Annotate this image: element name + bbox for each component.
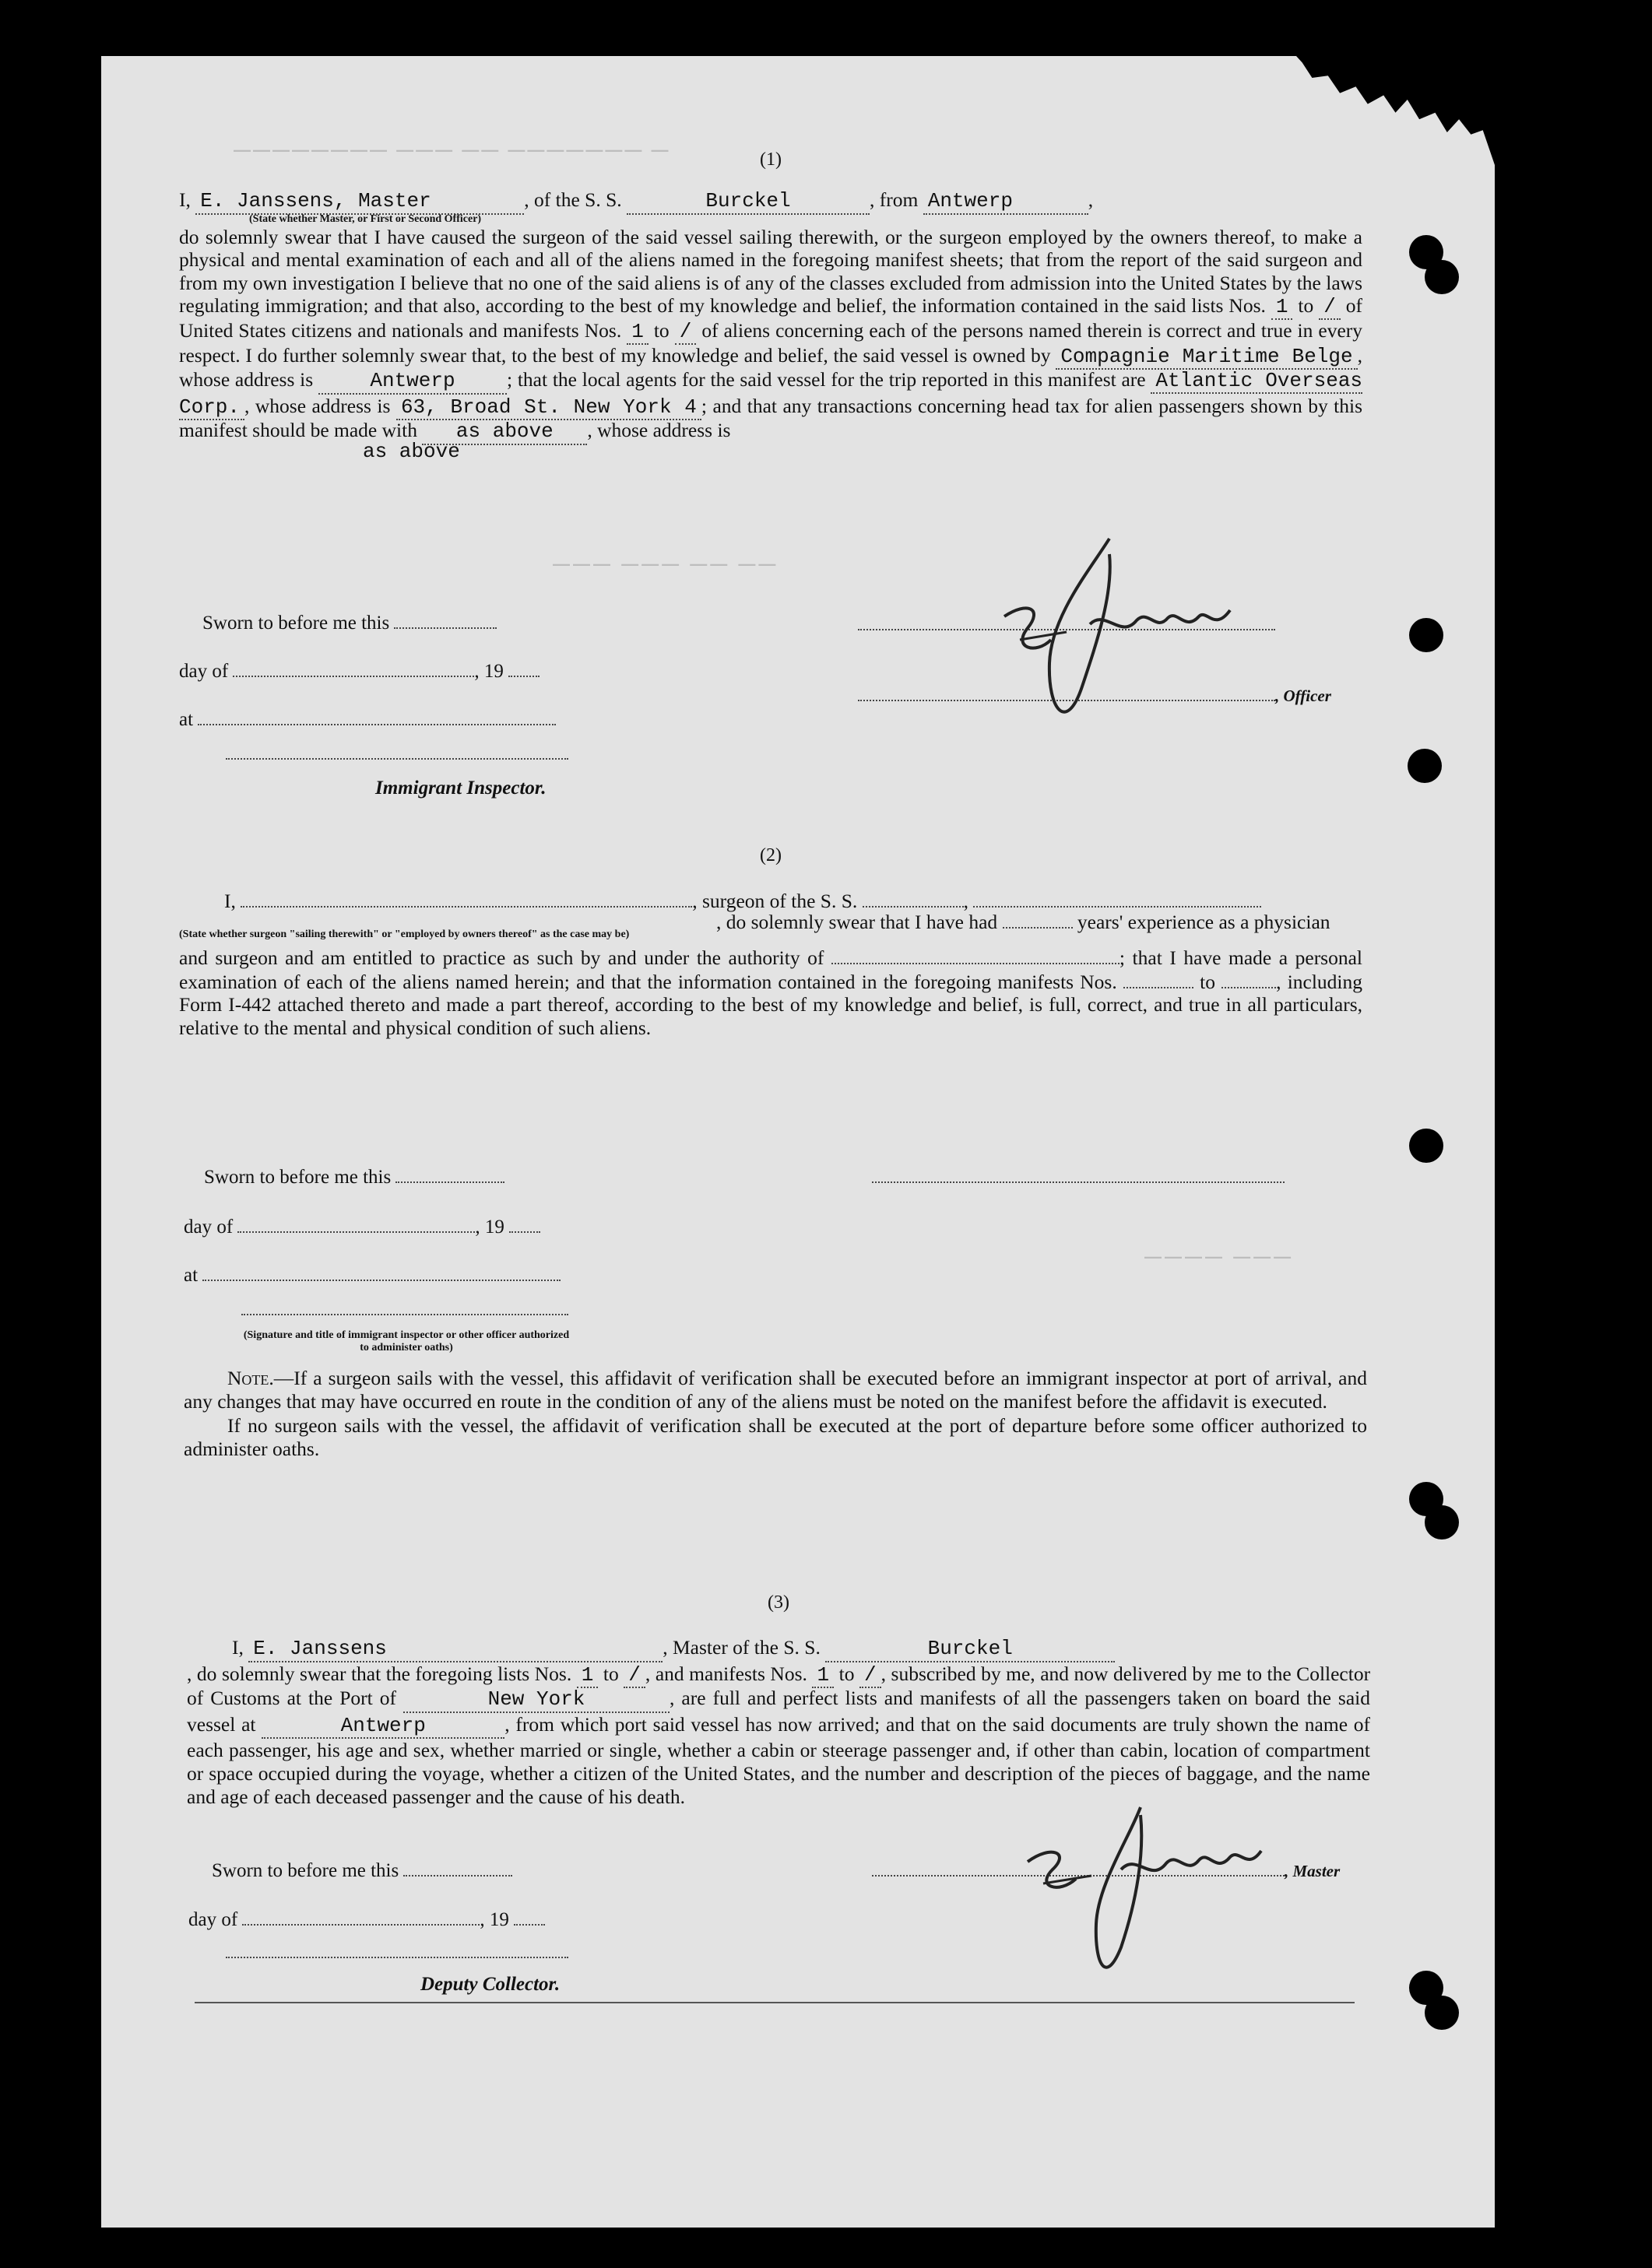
label-to: to — [1200, 970, 1215, 993]
port-from-field[interactable]: Antwerp — [923, 190, 1088, 215]
at-line-2 — [184, 1262, 561, 1287]
surgeon-signature-field[interactable] — [872, 1164, 1285, 1183]
tax-address-field[interactable]: as above — [363, 439, 460, 463]
note-block — [184, 1367, 1367, 1460]
label-year: , 19 — [480, 1909, 509, 1930]
label-year: , 19 — [474, 661, 504, 682]
master-name-field-3[interactable]: E. Janssens — [248, 1638, 663, 1662]
section-number: (1) — [760, 149, 782, 170]
binder-hole — [1425, 1505, 1459, 1540]
vessel-field[interactable]: Burckel — [627, 190, 870, 215]
master-line-3 — [187, 1636, 1370, 1662]
oath-text-1: do solemnly swear that I have caused the surgeon of the said vessel sailing therewith, or the surgeon employed by the owners thereof, to make a physical and mental examination of each and all of the aliens named in the foregoing manifest sheets; that from the report of the said surgeon and from my own investigation I believe that no one of the said aliens is of any of the classes excluded from admission into the United States by the laws regulating immigration; and that also, according to the best of my knowledge and belief, the information contained in the said lists Nos. — [179, 225, 1362, 318]
lists-to-field[interactable]: / — [1319, 295, 1341, 320]
binder-hole — [1408, 749, 1442, 783]
label-sworn: Sworn to before me this — [212, 1860, 399, 1881]
label-to: to — [1298, 294, 1314, 318]
label-day-of: day of — [188, 1909, 238, 1930]
surgeon-text-3: , including Form I-442 attached thereto and made a part thereof, according to the best of my knowledge and belief, is full, correct, and true in all particulars, relative to the mental and physical condition of such aliens. — [179, 970, 1363, 1039]
day-field-2[interactable] — [237, 1214, 475, 1233]
officer-sig-note: (Signature and title of immigrant inspector or other officer authorized to administer oaths) — [243, 1329, 570, 1353]
binder-hole — [1425, 260, 1459, 294]
manifest-to-field[interactable] — [1221, 970, 1276, 988]
year-field-3[interactable] — [514, 1907, 545, 1926]
surgeon-vessel-field[interactable] — [863, 889, 964, 908]
manifest-page — [101, 56, 1495, 2228]
lists-to-field-3[interactable]: / — [624, 1663, 645, 1688]
label-at: at — [179, 709, 194, 730]
manifests-to-field[interactable]: / — [675, 320, 697, 345]
oath-text-3: of aliens concerning each of the persons named therein is correct and true in every respect. I do further solemnly swear that, to the best of my knowledge and belief, the said vessel is owned by — [179, 318, 1363, 367]
label-surgeon-of: , surgeon of the S. S. — [692, 890, 858, 912]
oath-text-4: , whose address is — [179, 343, 1362, 391]
label-i: I, — [232, 1636, 244, 1659]
oath-paragraph — [179, 226, 1362, 445]
sworn-line-2 — [204, 1164, 504, 1188]
master-signature-3 — [1004, 1753, 1285, 1986]
note-label: Note. — [227, 1367, 274, 1389]
master-caption: , Master — [1285, 1862, 1341, 1880]
day-line-3 — [188, 1907, 545, 1931]
label-i: I, — [224, 890, 236, 912]
officer-signature-field-2[interactable] — [241, 1297, 568, 1315]
day-field[interactable] — [233, 658, 474, 677]
day-line-2 — [184, 1214, 540, 1238]
sworn-date-field-2[interactable] — [395, 1164, 504, 1183]
day-field-3[interactable] — [242, 1907, 480, 1926]
label-sworn: Sworn to before me this — [202, 613, 390, 634]
day-line-1 — [179, 658, 540, 683]
vessel-field-3[interactable]: Burckel — [825, 1638, 1115, 1662]
bottom-rule — [195, 2002, 1355, 2003]
oath-text-8: , whose address is — [587, 419, 731, 442]
manifests-to-field-3[interactable]: / — [859, 1663, 881, 1688]
inspector-signature-field[interactable] — [226, 741, 568, 760]
label-sworn: Sworn to before me this — [204, 1167, 392, 1188]
agents-field[interactable]: Atlantic Overseas Corp. — [179, 369, 1363, 419]
label-at: at — [184, 1265, 199, 1286]
surgeon-paragraph — [179, 946, 1362, 1039]
lists-from-field[interactable]: 1 — [1271, 295, 1293, 320]
label-swear: , do solemnly swear that I have had — [716, 910, 998, 933]
oath-text-5: ; that the local agents for the said vessel for the trip reported in this manifest are — [506, 368, 1146, 391]
sworn-line-3 — [212, 1858, 512, 1882]
oath3-text-0: , do solemnly swear that the foregoing lists Nos. — [187, 1662, 572, 1685]
label-years: years' experience as a physician — [1077, 910, 1330, 933]
label-of-ss: , of the S. S. — [524, 188, 622, 211]
collector-caption: Deputy Collector. — [420, 1974, 561, 1995]
bleed-through-mark: ———— ——— — [1144, 1247, 1295, 1266]
at-field-2[interactable] — [202, 1262, 561, 1281]
note-paragraph-2: If no surgeon sails with the vessel, the affidavit of verification shall be executed at the port of departure before some officer authorized to administer oaths. — [184, 1414, 1367, 1460]
years-field[interactable] — [1003, 910, 1073, 929]
sworn-date-field-3[interactable] — [403, 1858, 512, 1877]
master-name-field[interactable]: E. Janssens, Master — [195, 190, 524, 215]
sworn-date-field[interactable] — [394, 610, 497, 629]
officer-signature-line-2 — [241, 1297, 568, 1321]
label-year: , 19 — [475, 1217, 504, 1238]
surgeon-text-1: and surgeon and am entitled to practice as such by and under the authority of — [179, 946, 824, 970]
label-from: , from — [870, 188, 919, 211]
master-line: I, E. Janssens, Master , of the S. S. Burckel , from Antwerp , — [179, 188, 1362, 215]
label-i: I, — [179, 188, 191, 211]
owner-field[interactable]: Compagnie Maritime Belge — [1056, 345, 1357, 370]
agents-address-field[interactable]: 63, Broad St. New York 4 — [396, 395, 701, 420]
authority-field[interactable] — [831, 946, 1119, 964]
surgeon-sub-note: (State whether surgeon "sailing therewith" or "employed by owners thereof" as the case may be) — [179, 929, 630, 941]
master-sub-note: (State whether Master, or First or Second Officer) — [249, 212, 482, 225]
label-to: to — [603, 1662, 619, 1685]
at-field[interactable] — [198, 707, 556, 725]
sworn-sig-line-2 — [872, 1164, 1285, 1188]
label-comma: , — [963, 890, 969, 912]
label-to: to — [838, 1662, 855, 1685]
binder-hole — [1409, 618, 1443, 652]
oath-text-2: of United States citizens and nationals and manifests Nos. — [179, 294, 1363, 342]
manifests-from-field-3[interactable]: 1 — [812, 1663, 834, 1688]
year-field[interactable] — [508, 658, 540, 677]
collector-signature-field[interactable] — [226, 1940, 568, 1958]
oath-text-7: ; and that any transactions concerning head tax for alien passengers shown by this manifest should be made with — [179, 394, 1363, 442]
tax-with-field[interactable]: as above — [422, 420, 587, 445]
section-2 — [179, 844, 1362, 1040]
inspector-caption: Immigrant Inspector. — [375, 778, 547, 799]
surgeon-name-field[interactable] — [241, 889, 692, 908]
port-field-3[interactable]: New York — [403, 1688, 670, 1713]
bleed-through-mark: ———————— ——— —— ——————— — — [234, 140, 671, 160]
oath3-text-3: , are full and perfect lists and manifests of all the passengers taken on board the said vessel at — [187, 1687, 1371, 1736]
manifest-from-field[interactable] — [1123, 970, 1193, 988]
note-text: —If a surgeon sails with the vessel, this affidavit of verification shall be executed before an immigrant inspector at port of arrival, and any changes that may have occurred en route in the condition of any of the aliens must be noted on the manifest before the affidavit is executed. — [184, 1367, 1367, 1413]
label-master-of: , Master of the S. S. — [663, 1636, 821, 1659]
inspector-signature-line — [226, 741, 568, 765]
label-day-of: day of — [179, 661, 229, 682]
surgeon-status-field[interactable] — [973, 889, 1261, 908]
bleed-through-mark: ——— ——— —— —— — [553, 554, 779, 574]
section-number: (3) — [768, 1592, 789, 1613]
collector-signature-line — [226, 1940, 568, 1964]
sworn-line-1 — [202, 610, 497, 634]
section-number: (2) — [760, 845, 782, 865]
owner-address-field[interactable]: Antwerp — [318, 370, 507, 395]
year-field-2[interactable] — [509, 1214, 540, 1233]
lists-from-field-3[interactable]: 1 — [577, 1663, 599, 1688]
binder-hole — [1409, 1129, 1443, 1163]
manifests-from-field[interactable]: 1 — [627, 320, 648, 345]
oath3-text-1: , and manifests Nos. — [645, 1662, 807, 1685]
section-1 — [179, 148, 1362, 464]
oath-text-6: , whose address is — [244, 394, 391, 417]
officer-caption: , Officer — [1275, 686, 1331, 705]
label-to: to — [653, 318, 670, 342]
binder-hole — [1425, 1996, 1459, 2030]
oath3-text-4: , from which port said vessel has now arrived; and that on the said documents are truly shown the name of each passenger, his age and sex, whether married or single, whether a cabin or steerage passenger and, if other than cabin, location of compartment or space occupied during the voyage, whether a citizen of the United States, and the number and description of the pieces of baggage, and the name and age of each deceased passenger and the cause of his death. — [187, 1712, 1371, 1808]
master-signature-1 — [973, 523, 1238, 741]
surgeon-text-2: ; that I have made a personal examination of each of the aliens named herein; and that the information contained in the foregoing manifests Nos. — [179, 946, 1363, 993]
label-day-of: day of — [184, 1217, 234, 1238]
oath3-text-2: , subscribed by me, and now delivered by me to the Collector of Customs at the Port of — [187, 1662, 1371, 1710]
at-line-1 — [179, 707, 556, 731]
note-paragraph — [184, 1367, 1367, 1413]
port-from-field-3[interactable]: Antwerp — [262, 1715, 504, 1740]
